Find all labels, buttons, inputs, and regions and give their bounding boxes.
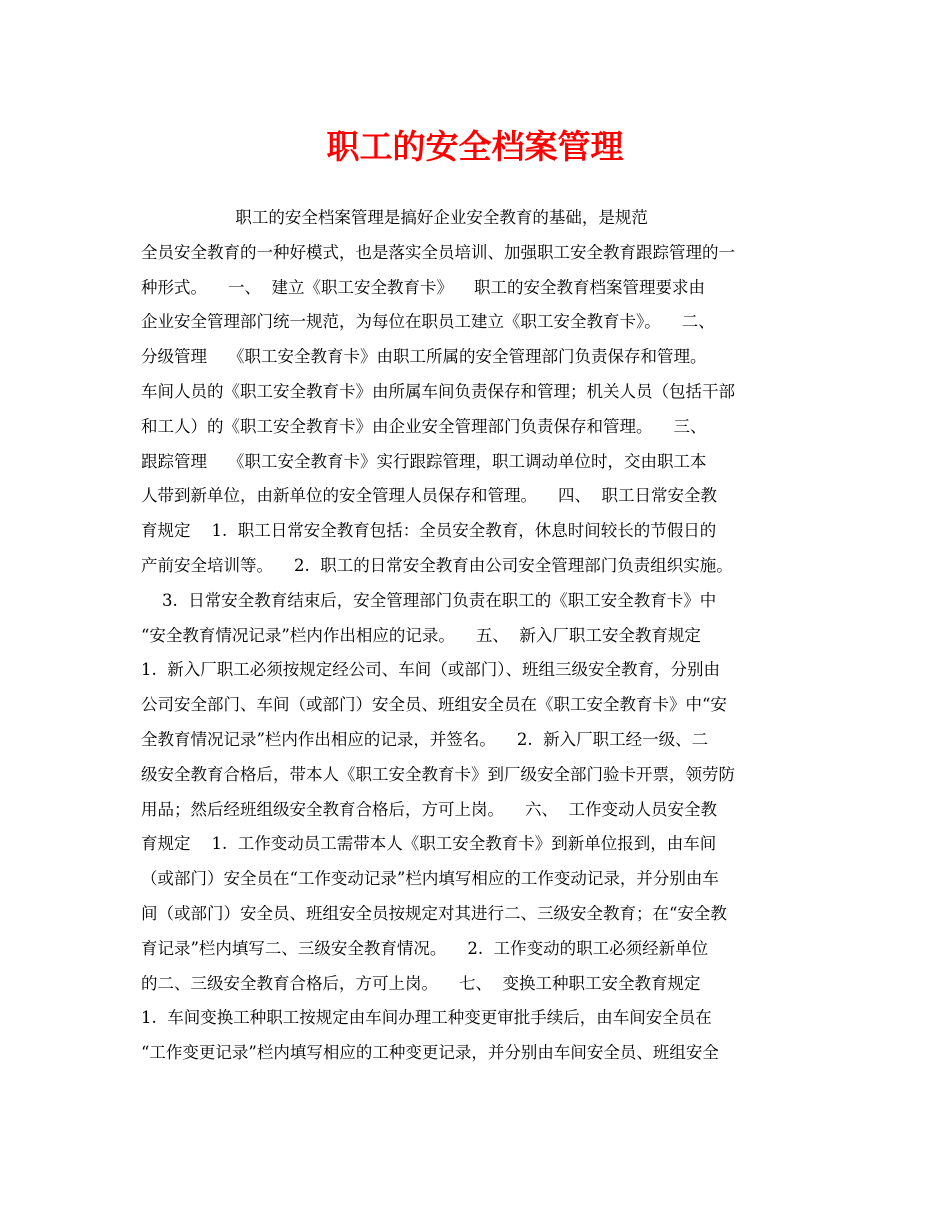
body-line: 的二、三级安全教育合格后，方可上岗。 七、 变换工种职工安全教育规定 [141,973,701,993]
body-line: “安全教育情况记录”栏内作出相应的记录。 五、 新入厂职工安全教育规定 [141,625,701,645]
body-line: 全员安全教育的一种好模式，也是落实全员培训、加强职工安全教育跟踪管理的一 [141,242,735,262]
body-line: 1. 新入厂职工必须按规定经公司、车间（或部门）、班组三级安全教育，分别由 [141,660,720,680]
body-line: 间（或部门）安全员、班组安全员按规定对其进行二、三级安全教育；在“安全教 [141,903,727,923]
body-line: 育规定 1. 职工日常安全教育包括：全员安全教育，休息时间较长的节假日的 [141,521,717,541]
body-line: 级安全教育合格后，带本人《职工安全教育卡》到厂级安全部门验卡开票，领劳防 [141,764,735,784]
body-line: “工作变更记录”栏内填写相应的工种变更记录，并分别由车间安全员、班组安全 [141,1043,719,1063]
body-line: 产前安全培训等。 2. 职工的日常安全教育由公司安全管理部门负责组织实施。 [141,555,733,575]
body-line: （或部门）安全员在“工作变动记录”栏内填写相应的工作变动记录，并分别由车 [141,869,719,889]
body-line: 用品；然后经班组级安全教育合格后，方可上岗。 六、 工作变动人员安全教 [141,799,717,819]
body-line: 3. 日常安全教育结束后，安全管理部门负责在职工的《职工安全教育卡》中 [141,590,717,610]
body-line: 车间人员的《职工安全教育卡》由所属车间负责保存和管理；机关人员（包括干部 [141,381,735,401]
document-body [141,201,813,1071]
document-title: 职工的安全档案管理 [326,127,624,166]
body-line: 育记录”栏内填写二、三级安全教育情况。 2. 工作变动的职工必须经新单位 [141,938,709,958]
body-line: 公司安全部门、车间（或部门）安全员、班组安全员在《职工安全教育卡》中“安 [141,695,727,715]
body-line: 1. 车间变换工种职工按规定由车间办理工种变更审批手续后，由车间安全员在 [141,1008,712,1028]
body-line: 分级管理 《职工安全教育卡》由职工所属的安全管理部门负责保存和管理。 [141,347,707,367]
body-line: 和工人）的《职工安全教育卡》由企业安全管理部门负责保存和管理。 三、 [141,416,707,436]
body-line: 职工的安全档案管理是搞好企业安全教育的基础，是规范 [141,208,648,227]
body-line: 种形式。 一、 建立《职工安全教育卡》 职工的安全教育档案管理要求由 [141,277,705,297]
body-line: 育规定 1. 工作变动员工需带本人《职工安全教育卡》到新单位报到，由车间 [141,834,717,854]
body-line: 全教育情况记录”栏内作出相应的记录，并签名。 2. 新入厂职工经一级、二 [141,729,709,749]
body-line: 企业安全管理部门统一规范，为每位在职员工建立《职工安全教育卡》。 二、 [141,312,715,332]
body-line: 人带到新单位，由新单位的安全管理人员保存和管理。 四、 职工日常安全教 [141,486,717,506]
body-line: 跟踪管理 《职工安全教育卡》实行跟踪管理，职工调动单位时，交由职工本 [141,451,707,471]
